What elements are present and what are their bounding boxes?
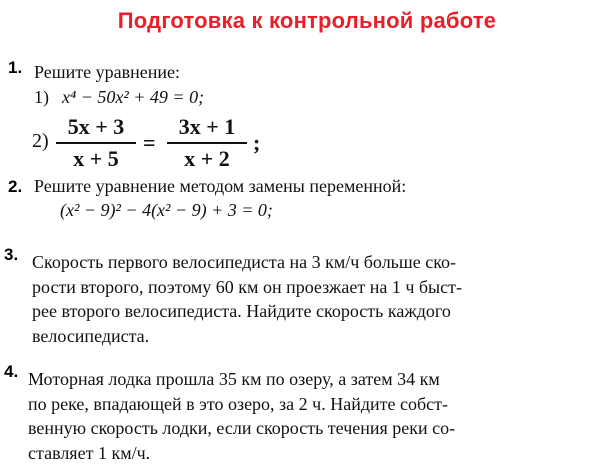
task-1-number: 1. <box>8 58 23 77</box>
task-3-number: 3. <box>4 245 19 264</box>
task-1-eq2-end: ; <box>253 130 261 155</box>
task-3-line: рее второго велосипедиста. Найдите скорость каждого <box>32 301 451 321</box>
task-3-line: велосипедиста. <box>32 325 150 346</box>
task-2-number: 2. <box>8 177 23 196</box>
task-4-line: ставляет 1 км/ч. <box>28 442 151 463</box>
left-denominator: x + 5 <box>73 146 119 171</box>
task-2-prompt: Решите уравнение методом замены переменной: <box>34 176 407 196</box>
task-1-eq1-label: 1) <box>34 87 49 107</box>
task-4-line: Моторная лодка прошла 35 км по озеру, а затем 34 км <box>28 369 440 389</box>
task-1-eq2-label: 2) <box>32 130 49 152</box>
right-numerator: 3x + 1 <box>178 114 236 139</box>
task-1-eq2-left-fraction <box>56 114 136 172</box>
task-3-text <box>32 250 462 348</box>
task-1-eq1: x⁴ − 50x² + 49 = 0; <box>62 87 205 107</box>
page-title: Подготовка к контрольной работе <box>117 8 497 33</box>
task-3-line: Скорость первого велосипедиста на 3 км/ч больше ско- <box>32 252 457 272</box>
task-2-eq: (x² − 9)² − 4(x² − 9) + 3 = 0; <box>60 200 273 220</box>
task-4-line: венную скорость лодки, если скорость течения реки со- <box>28 418 456 438</box>
right-denominator: x + 2 <box>184 146 230 171</box>
right-fraction-bar <box>167 142 247 144</box>
left-fraction-bar <box>56 142 136 144</box>
left-numerator: 5x + 3 <box>67 114 125 139</box>
task-4-number: 4. <box>4 362 19 381</box>
task-4-line: по реке, впадающей в это озеро, за 2 ч. Найдите собст- <box>28 393 448 414</box>
task-1-eq2-right-fraction <box>167 114 247 172</box>
task-1-eq2-equals: = <box>143 130 156 155</box>
task-1-prompt: Решите уравнение: <box>34 62 180 82</box>
task-3-line: рости второго, поэтому 60 км он проезжает на 1 ч быст- <box>32 276 462 297</box>
task-4-text <box>28 367 455 465</box>
